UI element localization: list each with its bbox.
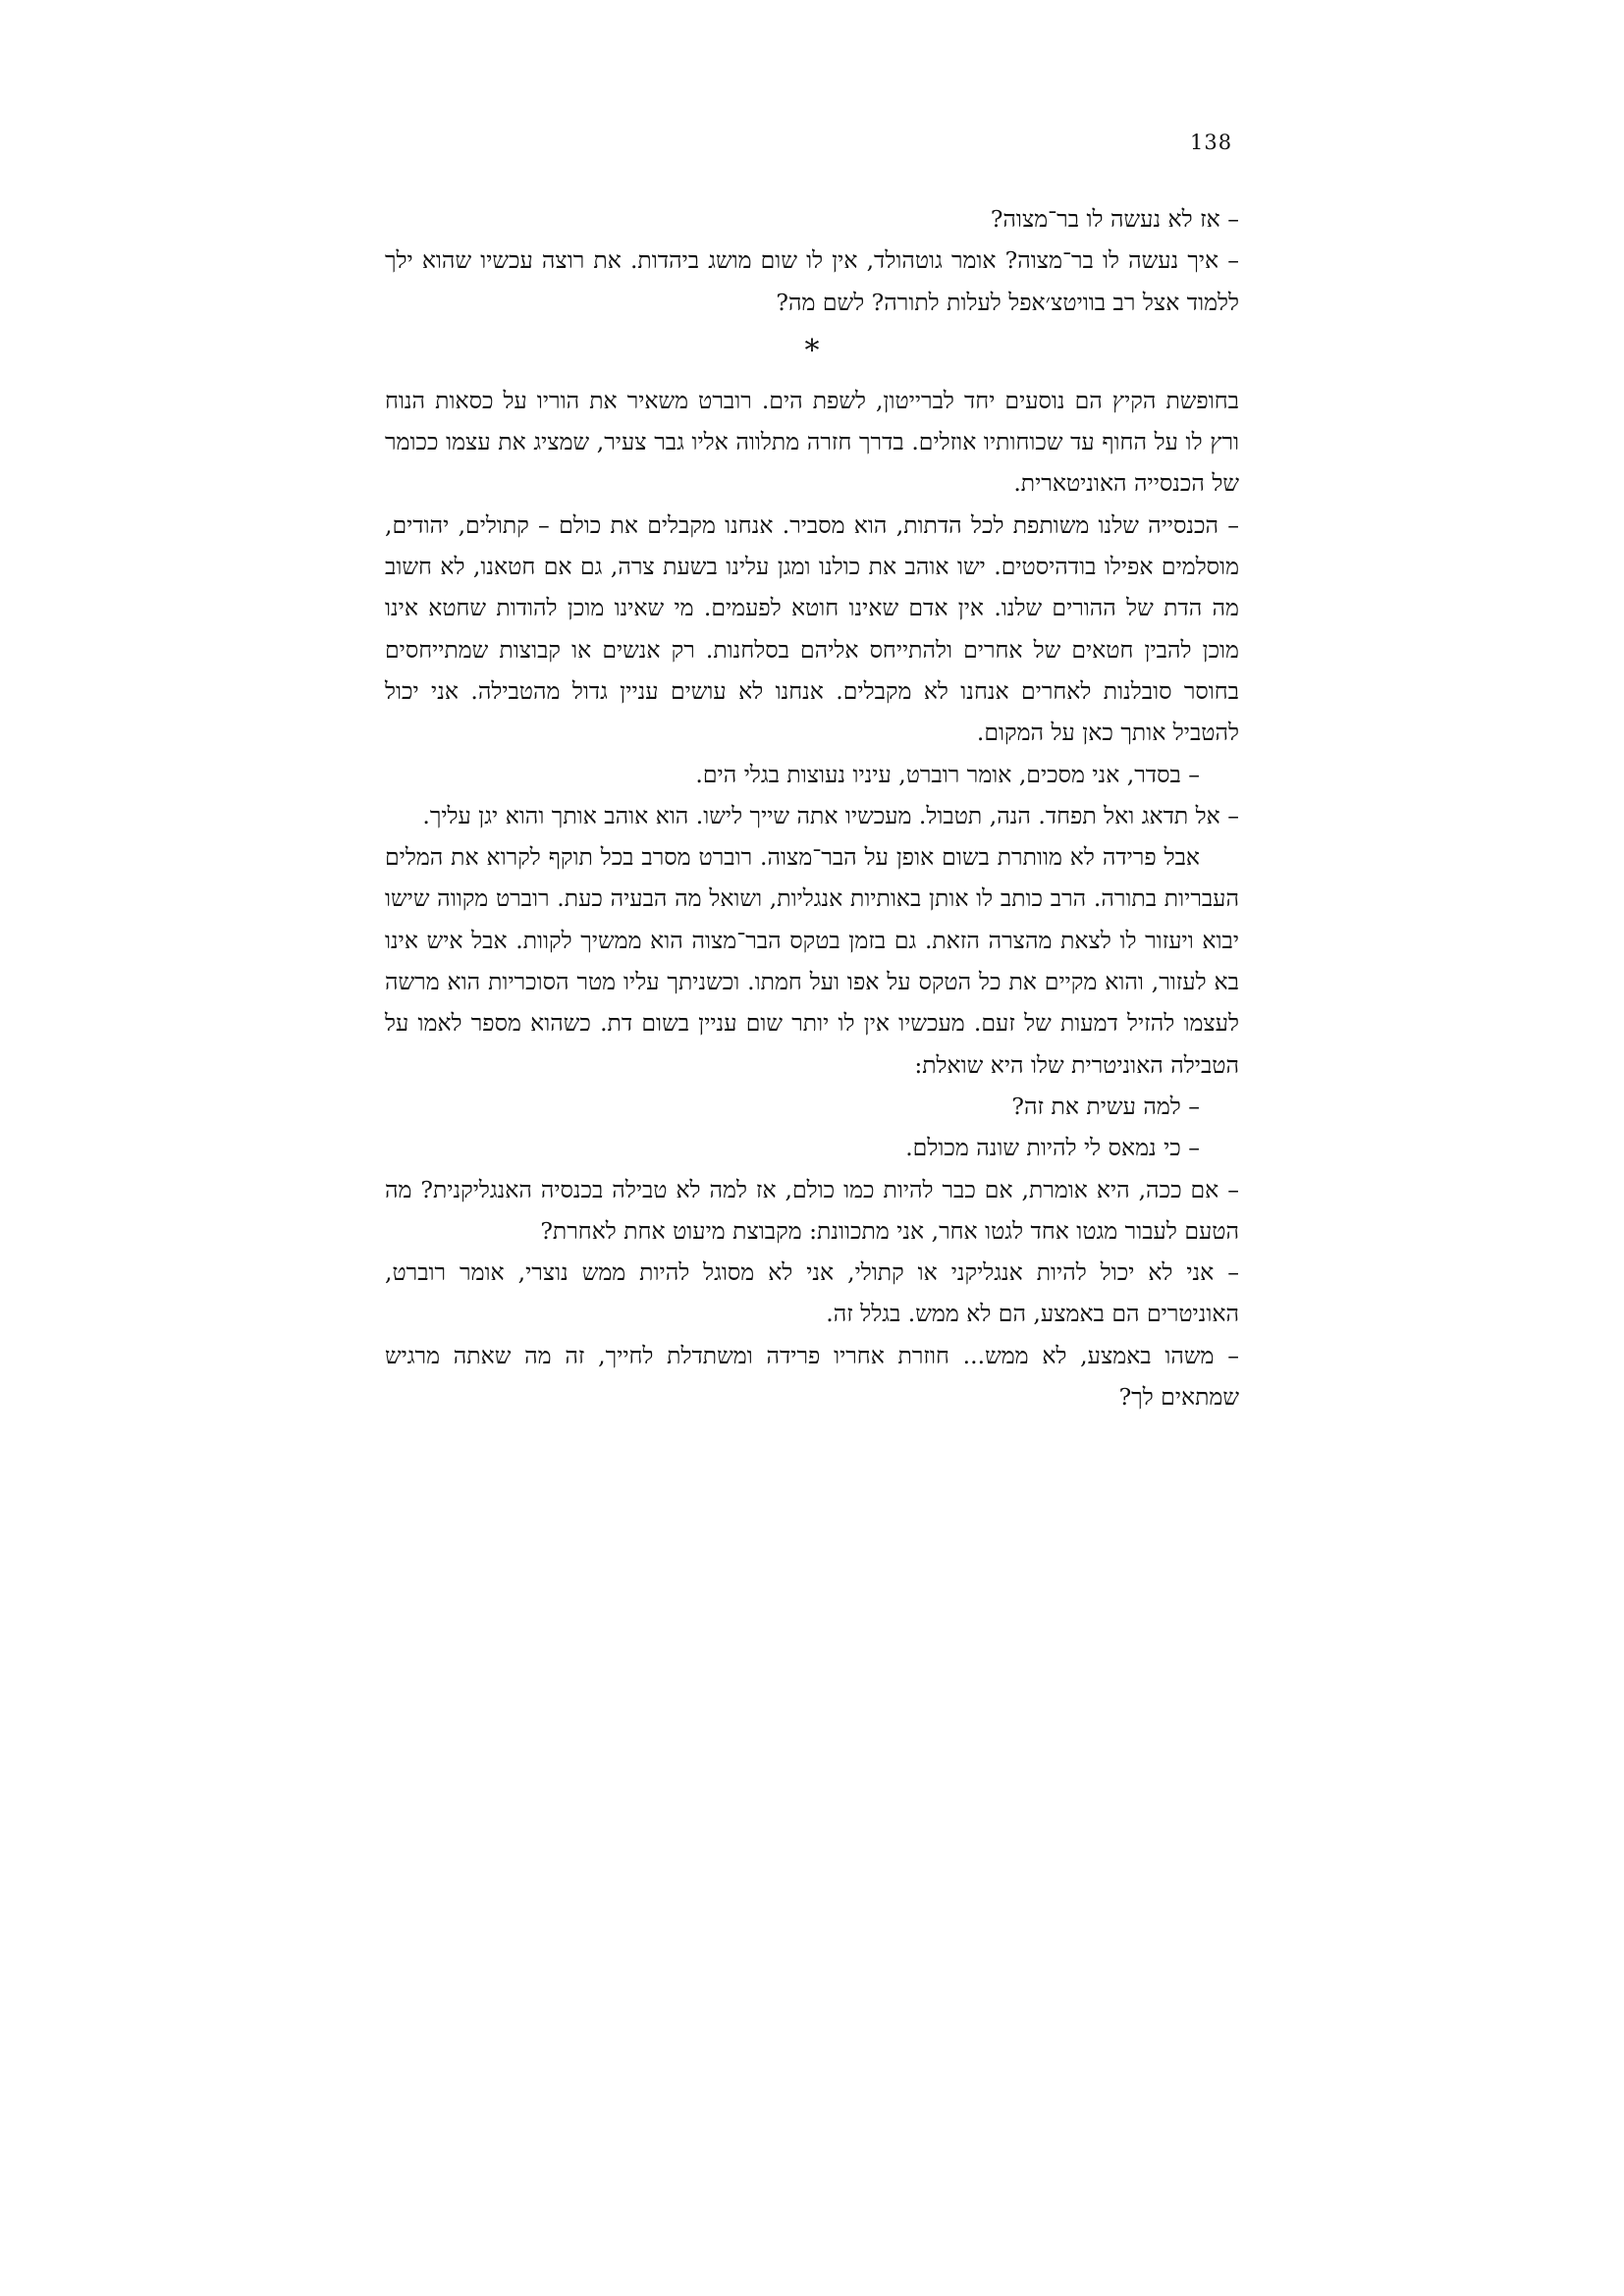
dialogue-line: – בסדר, אני מסכים, אומר רוברט, עיניו נעוצות בגלי הים. [695, 760, 1200, 788]
dialogue-line: – אז לא נעשה לו בר־מצוה? [990, 205, 1239, 233]
dialogue-line: – אני לא יכול להיות אנגליקני או קתולי, אני לא מסוגל להיות ממש נוצרי, אומר רוברט, האוניטרים הם באמצע, הם לא ממש. בגלל זה. [385, 1258, 1240, 1328]
page-number: 138 [1190, 131, 1233, 154]
dialogue-line: – משהו באמצע, לא ממש... חוזרת אחריו פרידה ומשתדלת לחייך, זה מה שאתה מרגיש שמתאים לך? [385, 1341, 1239, 1412]
dialogue-line: – הכנסייה שלנו משותפת לכל הדתות, הוא מסביר. אנחנו מקבלים את כולם – קתולים, יהודים, מוסלמים אפילו בודהיסטים. ישו אוהב את כולנו ומגן עלינו בשעת צרה, גם אם חטאנו, לא חשוב מה הדת של ההורים שלנו. אין אדם שאינו חוטא לפעמים. מי שאינו מוכן להודות שחטא אינו מוכן להבין חטאים של אחרים ולהתייחס אליהם בסלחנות. רק אנשים או קבוצות שמתייחסים בחוסר סובלנות לאחרים אנחנו לא מקבלים. אנחנו לא עושים עניין גדול מהטבילה. אני יכול להטביל אותך כאן על המקום. [385, 510, 1239, 747]
paragraph: בחופשת הקיץ הם נוסעים יחד לברייטון, לשפת הים. רוברט משאיר את הוריו על כסאות הנוח ורץ לו על החוף עד שכוחותיו אוזלים. בדרך חזרה מתלווה אליו גבר צעיר, שמציג את עצמו ככומר של הכנסייה האוניטארית. [385, 386, 1239, 498]
dialogue-line: – למה עשית את זה? [1011, 1092, 1200, 1120]
paragraph: אבל פרידה לא מוותרת בשום אופן על הבר־מצוה. רוברט מסרב בכל תוקף לקרוא את המלים העבריות בתורה. הרב כותב לו אותן באותיות אנגליות, ושואל מה הבעיה כעת. רוברט מקווה שישו יבוא ויעזור לו לצאת מהצרה הזאת. גם בזמן בטקס הבר־מצוה הוא ממשיך לקוות. אבל איש אינו בא לעזור, והוא מקיים את כל הטקס על אפו ועל חמתו. וכשניתך עליו מטר הסוכריות הוא מרשה לעצמו להזיל דמעות של זעם. מעכשיו אין לו יותר שום עניין בשום דת. כשהוא מספר לאמו על הטבילה האוניטרית שלו היא שואלת: [385, 843, 1239, 1079]
section-separator: * [804, 333, 820, 368]
dialogue-line: – כי נמאס לי להיות שונה מכולם. [905, 1134, 1200, 1162]
body-text [385, 192, 1239, 1417]
dialogue-line: – איך נעשה לו בר־מצוה? אומר גוטהולד, אין לו שום מושג ביהדות. את רוצה עכשיו שהוא ילך ללמוד אצל רב בוויטצ׳אפל לעלות לתורה? לשם מה? [385, 246, 1239, 316]
dialogue-line: – אל תדאג ואל תפחד. הנה, תטבול. מעכשיו אתה שייך לישו. הוא אוהב אותך והוא יגן עליך. [422, 801, 1239, 829]
dialogue-line: – אם ככה, היא אומרת, אם כבר להיות כמו כולם, אז למה לא טבילה בכנסיה האנגליקנית? מה הטעם לעבור מגטו אחד לגטו אחר, אני מתכוונת: מקבוצת מיעוט אחת לאחרת? [385, 1175, 1239, 1245]
